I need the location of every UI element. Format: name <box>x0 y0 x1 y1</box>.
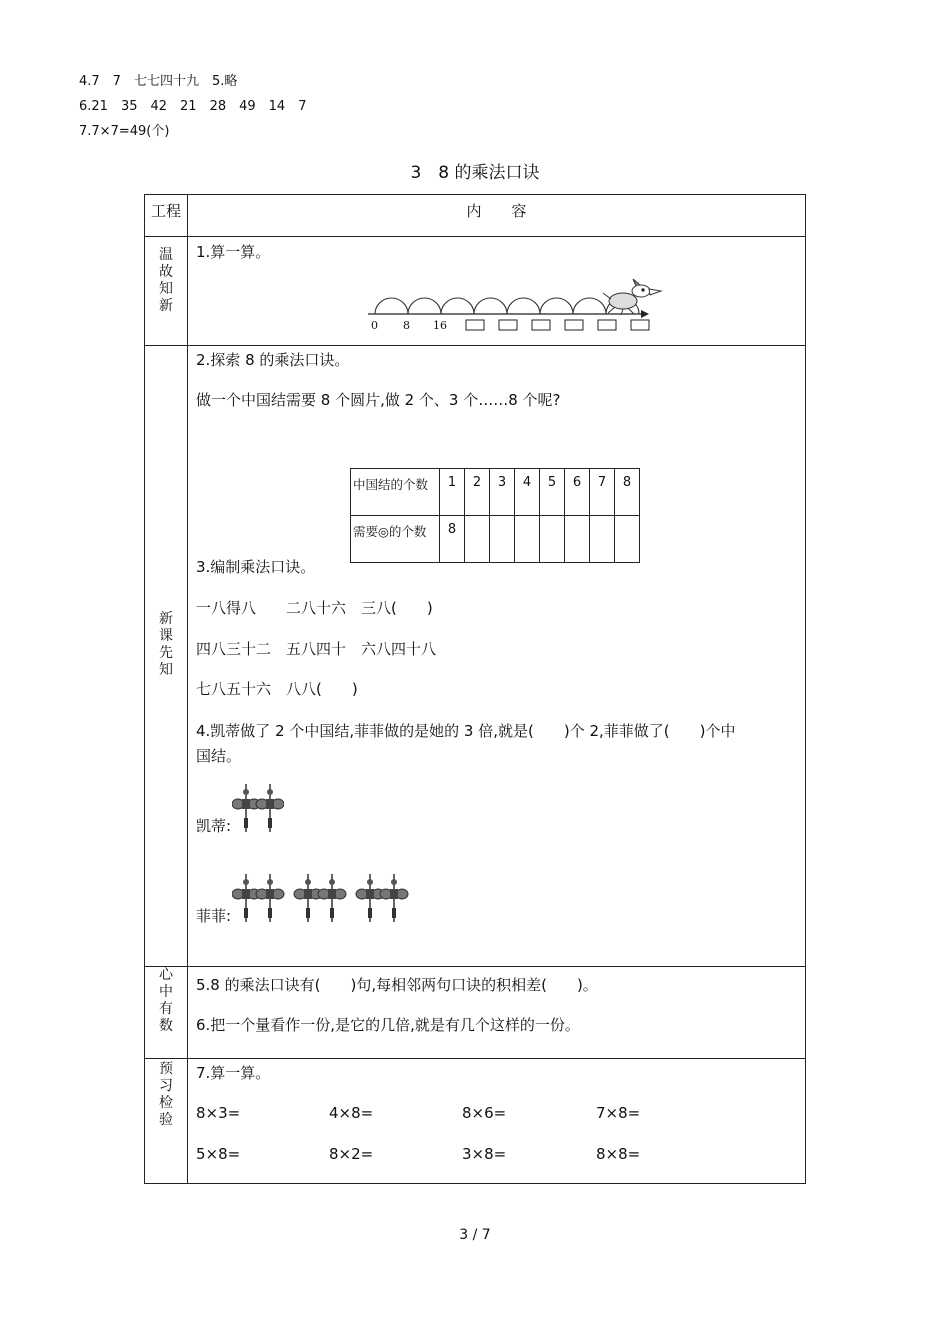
equation: 7×8= <box>596 1104 641 1122</box>
chinese-knot-icon <box>294 874 322 922</box>
tick-label-16: 16 <box>433 319 447 332</box>
table-cell: 5 <box>540 469 565 516</box>
question-2-text: 做一个中国结需要 8 个圆片,做 2 个、3 个……8 个呢? <box>196 391 561 409</box>
section-heart <box>188 967 806 1059</box>
table-cell: 3 <box>490 469 515 516</box>
feifei-label: 菲菲: <box>196 907 232 925</box>
jump-arcs <box>375 298 639 314</box>
answer-line-3: 7.7×7=49(个) <box>79 124 170 139</box>
knot-count-table <box>350 468 640 563</box>
chinese-knot-icon <box>256 784 284 832</box>
lesson-table <box>144 194 806 1184</box>
chinese-knot-icon <box>318 874 346 922</box>
arc-6 <box>540 298 573 314</box>
row-label-knots: 中国结的个数 <box>351 469 440 516</box>
question-4-line-1: 4.凯蒂做了 2 个中国结,菲菲做的是她的 3 倍,就是( )个 2,菲菲做了( )个中 <box>196 722 736 740</box>
dog-icon <box>603 279 661 315</box>
chinese-knot-icon <box>380 874 408 922</box>
section-review <box>188 237 806 346</box>
section-label-review: 温故知新 <box>145 237 188 346</box>
header-project: 工程 <box>145 195 188 237</box>
equation: 3×8= <box>462 1145 507 1163</box>
table-cell-blank[interactable] <box>515 516 540 563</box>
header-content: 内 容 <box>188 195 806 237</box>
row-label-discs: 需要◎的个数 <box>351 516 440 563</box>
answer-box <box>499 320 517 330</box>
arc-2 <box>408 298 441 314</box>
table-cell-blank[interactable] <box>590 516 615 563</box>
table-cell-blank[interactable] <box>540 516 565 563</box>
answer-boxes <box>466 320 649 330</box>
page-number: 3 / 7 <box>459 1227 491 1243</box>
equation: 8×6= <box>462 1104 507 1122</box>
page-title: 3 8 的乘法口诀 <box>410 163 540 183</box>
chinese-knot-icon <box>256 874 284 922</box>
table-cell: 7 <box>590 469 615 516</box>
table-cell: 8 <box>615 469 640 516</box>
table-cell-blank[interactable] <box>465 516 490 563</box>
arc-1 <box>375 298 408 314</box>
tick-label-8: 8 <box>403 319 410 332</box>
mnemonic-line-3: 七八五十六 八八( ) <box>196 680 358 698</box>
question-3: 3.编制乘法口诀。 <box>196 558 316 576</box>
number-line-diagram <box>323 279 663 334</box>
equation: 8×8= <box>596 1145 641 1163</box>
table-cell-blank[interactable] <box>615 516 640 563</box>
question-7: 7.算一算。 <box>196 1064 271 1082</box>
chinese-knot-icon <box>232 784 260 832</box>
arc-5 <box>507 298 540 314</box>
answer-box <box>565 320 583 330</box>
equation: 8×3= <box>196 1104 241 1122</box>
question-1: 1.算一算。 <box>196 243 271 261</box>
arc-7 <box>573 298 606 314</box>
answer-box <box>631 320 649 330</box>
question-4-line-2: 国结。 <box>196 747 242 765</box>
answer-box <box>466 320 484 330</box>
chinese-knot-icon <box>232 874 260 922</box>
mnemonic-line-2: 四八三十二 五八四十 六八四十八 <box>196 640 437 658</box>
answer-box <box>598 320 616 330</box>
arc-4 <box>474 298 507 314</box>
table-cell: 6 <box>565 469 590 516</box>
question-5: 5.8 的乘法口诀有( )句,每相邻两句口诀的积相差( )。 <box>196 976 598 994</box>
answer-line-1: 4.7 7 七七四十九 5.略 <box>79 74 238 89</box>
table-cell-blank[interactable] <box>565 516 590 563</box>
equation: 8×2= <box>329 1145 374 1163</box>
kaidi-label: 凯蒂: <box>196 817 232 835</box>
section-label-heart: 心中有数 <box>145 967 188 1059</box>
feifei-knots <box>232 872 412 924</box>
question-6: 6.把一个量看作一份,是它的几倍,就是有几个这样的一份。 <box>196 1016 580 1034</box>
table-cell-blank[interactable] <box>490 516 515 563</box>
section-label-preview: 预习检验 <box>145 1059 188 1184</box>
question-2: 2.探索 8 的乘法口诀。 <box>196 351 350 369</box>
kaidi-knots <box>232 782 284 834</box>
mnemonic-line-1: 一八得八 二八十六 三八( ) <box>196 599 433 617</box>
chinese-knot-icon <box>356 874 384 922</box>
section-preview <box>188 1059 806 1184</box>
answer-box <box>532 320 550 330</box>
table-cell: 2 <box>465 469 490 516</box>
table-cell: 4 <box>515 469 540 516</box>
table-cell: 1 <box>440 469 465 516</box>
section-label-new: 新课先知 <box>145 346 188 967</box>
equation: 4×8= <box>329 1104 374 1122</box>
arc-3 <box>441 298 474 314</box>
equation: 5×8= <box>196 1145 241 1163</box>
answer-line-2: 6.21 35 42 21 28 49 14 7 <box>79 99 307 114</box>
number-line-arrow <box>641 310 649 318</box>
table-cell: 8 <box>440 516 465 563</box>
tick-label-0: 0 <box>371 319 378 332</box>
section-new <box>188 346 806 967</box>
